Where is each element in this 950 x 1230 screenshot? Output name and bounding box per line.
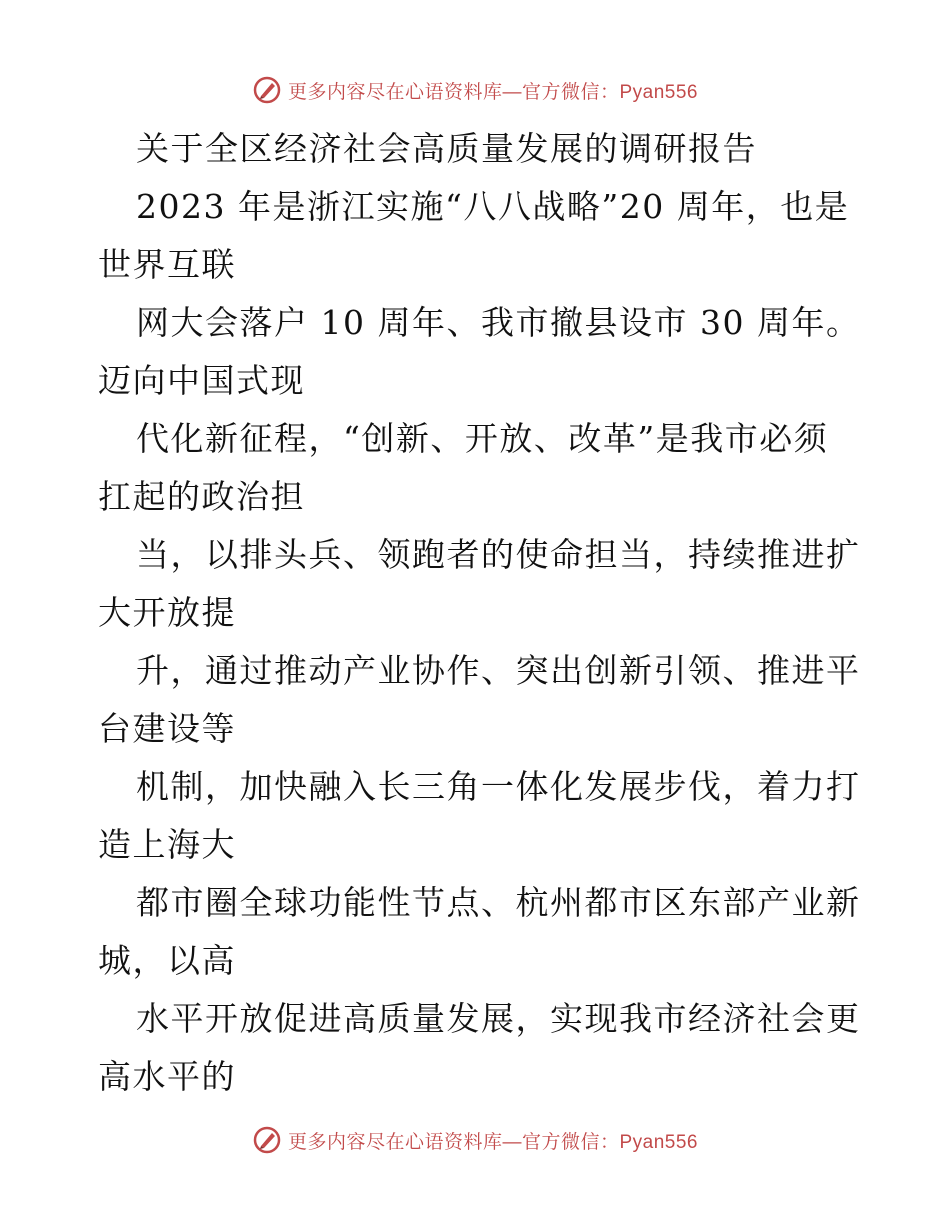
paragraph-line: 当，以排头兵、领跑者的使命担当，持续推进扩 (136, 535, 861, 574)
paragraph-line: 网大会落户 10 周年、我市撤县设市 30 周年。 (136, 303, 861, 342)
document-body (98, 120, 861, 1106)
paragraph-line: 水平开放促进高质量发展，实现我市经济社会更 (136, 999, 861, 1038)
paragraph-line: 造上海大 (98, 825, 236, 864)
footer-watermark (0, 1120, 950, 1160)
paragraph-line: 高水平的 (98, 1057, 236, 1096)
paragraph-line: 升，通过推动产业协作、突出创新引领、推进平 (136, 651, 861, 690)
paragraph-line: 大开放提 (98, 593, 236, 632)
pen-circle-icon (252, 75, 282, 105)
paragraph-line: 世界互联 (98, 245, 236, 284)
paragraph-line: 代化新征程，“创新、开放、改革”是我市必须 (136, 419, 829, 458)
document-title: 关于全区经济社会高质量发展的调研报告 (136, 129, 757, 168)
paragraph-line: 城，以高 (98, 941, 236, 980)
header-watermark (0, 70, 950, 110)
paragraph-line: 扛起的政治担 (98, 477, 305, 516)
paragraph-line: 迈向中国式现 (98, 361, 305, 400)
paragraph-line: 台建设等 (98, 709, 236, 748)
pen-circle-icon (252, 1125, 282, 1155)
watermark-text: 更多内容尽在心语资料库—官方微信：Pyan556 (287, 1131, 698, 1153)
paragraph-line: 都市圈全球功能性节点、杭州都市区东部产业新 (136, 883, 861, 922)
paragraph-line: 2023 年是浙江实施“八八战略”20 周年，也是 (136, 187, 850, 226)
paragraph-line: 机制，加快融入长三角一体化发展步伐，着力打 (136, 767, 861, 806)
watermark-text: 更多内容尽在心语资料库—官方微信：Pyan556 (287, 81, 698, 103)
